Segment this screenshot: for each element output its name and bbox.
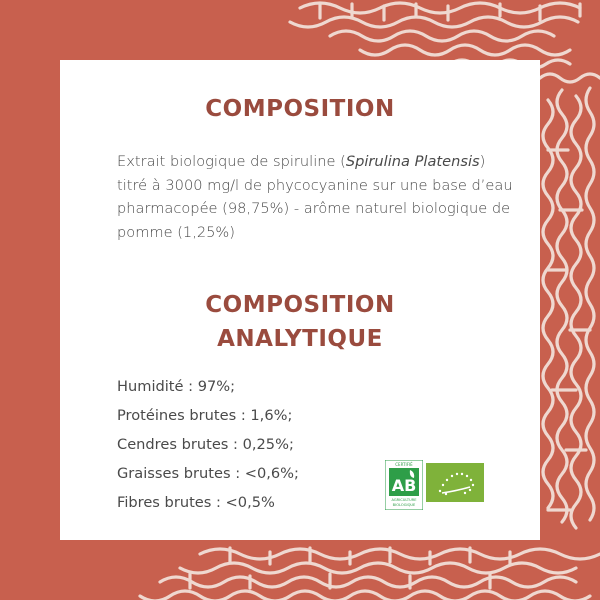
content-card (60, 60, 540, 540)
ab-letters: AB (391, 476, 417, 495)
ab-top-text: CERTIFIÉ (395, 462, 413, 467)
description-italic-species: Spirulina Platensis (345, 153, 480, 170)
nutrient-fats: Graisses brutes : <0,6%; (117, 465, 299, 482)
description-text-end: ) titré à 3000 mg/l de phycocyanine sur une base d’eau pharmacopée (98,75%) - arôme naturel biologique de pomme (1,25%) (117, 153, 513, 241)
ab-organic-logo-icon (385, 460, 423, 510)
nutrient-list (117, 372, 299, 517)
nutrient-humidity: Humidité : 97%; (117, 378, 236, 395)
nutrient-ash: Cendres brutes : 0,25%; (117, 436, 294, 453)
description-text-start: Extrait biologique de spiruline ( (117, 153, 346, 170)
composition-title: COMPOSITION (205, 96, 395, 122)
ab-bottom-text-2: BIOLOGIQUE (392, 503, 416, 507)
analytique-title-line2: ANALYTIQUE (217, 326, 383, 352)
nutrient-fibres: Fibres brutes : <0,5% (117, 494, 275, 511)
composition-description (117, 150, 517, 244)
ab-bottom-text-1: AGRICULTURE (391, 498, 417, 502)
nutrient-proteins: Protéines brutes : 1,6%; (117, 407, 293, 424)
eu-organic-leaf-icon (426, 463, 484, 502)
analytique-title-line1: COMPOSITION (205, 292, 395, 318)
